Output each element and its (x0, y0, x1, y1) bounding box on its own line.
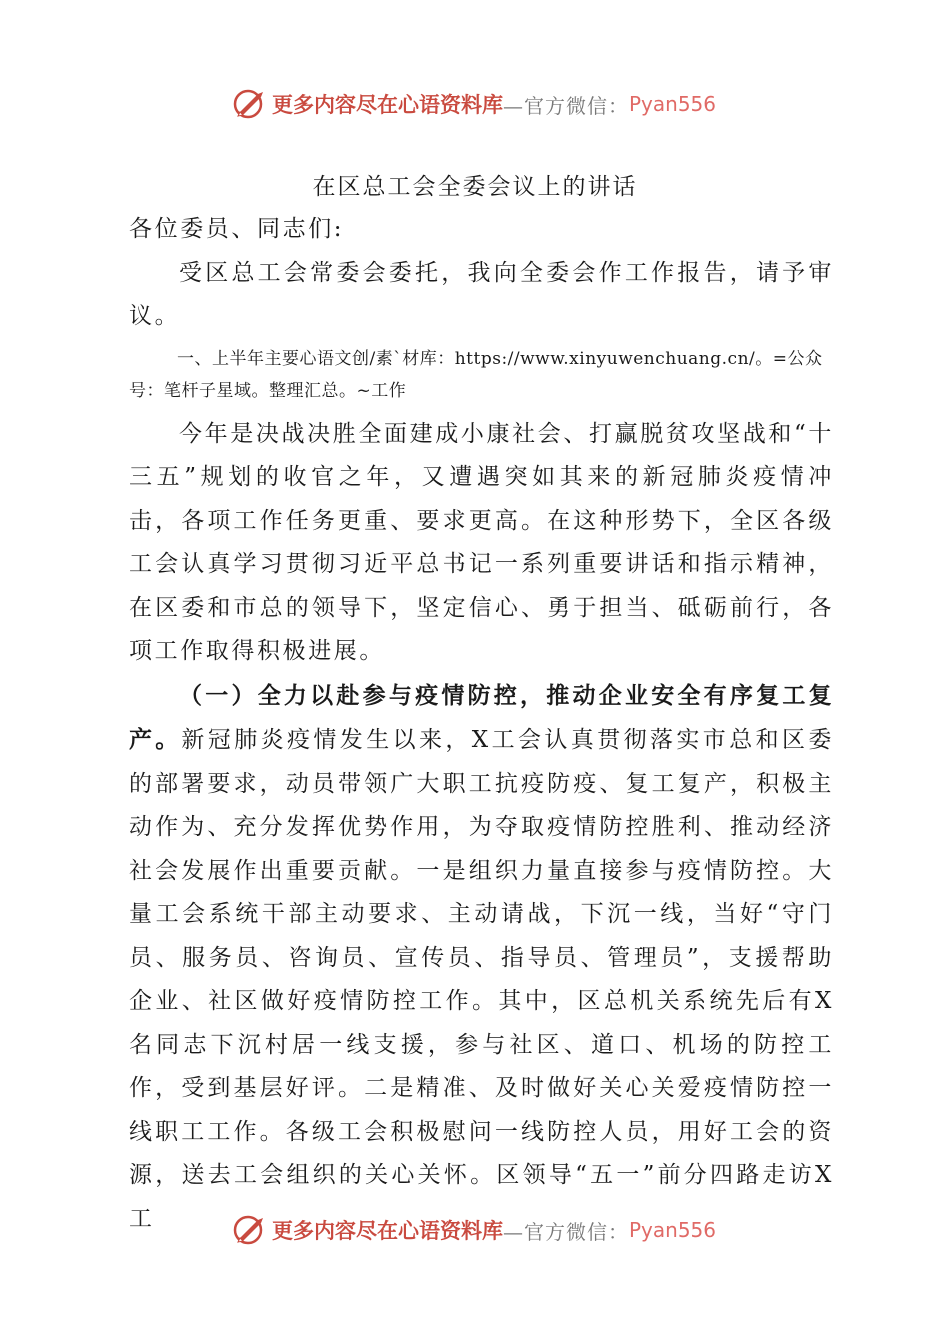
watermark-banner-bottom (232, 1210, 716, 1250)
document-title: 在区总工会全委会议上的讲话 (312, 174, 638, 200)
watermark-wechat-id: Pyan556 (629, 1218, 717, 1242)
watermark-label: —官方微信： (503, 1219, 629, 1244)
paragraph-overview: 今年是决战决胜全面建成小康社会、打赢脱贫攻坚战和“十三五”规划的收官之年，又遭遇突如其来的新冠肺炎疫情冲击，各项工作任务更重、要求更高。在这种形势下，全区各级工会认真学习贯彻习近平总书记一系列重要讲话和指示精神，在区委和市总的领导下，坚定信心、勇于担当、砥砺前行，各项工作取得积极进展。 (129, 420, 834, 664)
paragraph-section-one (129, 674, 834, 1242)
section-one-text: 新冠肺炎疫情发生以来，X工会认真贯彻落实市总和区委的部署要求，动员带领广大职工抗疫防疫、复工复产，积极主动作为、充分发挥优势作用，为夺取疫情防控胜利、推动经济社会发展作出重要贡献。一是组织力量直接参与疫情防控。大量工会系统干部主动要求、主动请战，下沉一线，当好“守门员、服务员、咨询员、宣传员、指导员、管理员”，支援帮助企业、社区做好疫情防控工作。其中，区总机关系统先后有X名同志下沉村居一线支援，参与社区、道口、机场的防控工作，受到基层好评。二是精准、及时做好关心关爱疫情防控一线职工工作。各级工会积极慰问一线防控人员，用好工会的资源，送去工会组织的关心关怀。区领导“五一”前分四路走访X工 (129, 727, 834, 1232)
document-body (129, 208, 834, 1241)
pen-logo-icon (232, 1212, 268, 1248)
watermark-banner-top (232, 84, 716, 124)
section-heading-line: 一、上半年主要心语文创/素`材库：https://www.xinyuwenchuang.cn/。=公众号：笔杆子星域。整理汇总。~工作 (129, 348, 823, 401)
paragraph-intro: 受区总工会常委会委托，我向全委会作工作报告，请予审议。 (129, 259, 834, 329)
salutation: 各位委员、同志们: (129, 216, 345, 242)
watermark-wechat-id: Pyan556 (629, 92, 717, 116)
watermark-text: 更多内容尽在心语资料库 (272, 92, 503, 117)
pen-logo-icon (232, 86, 268, 122)
section-one-heading: （一）全力以赴参与疫情防控，推动企业安全有序复工复产。 (129, 681, 834, 753)
watermark-text: 更多内容尽在心语资料库 (272, 1218, 503, 1243)
watermark-label: —官方微信： (503, 93, 629, 118)
